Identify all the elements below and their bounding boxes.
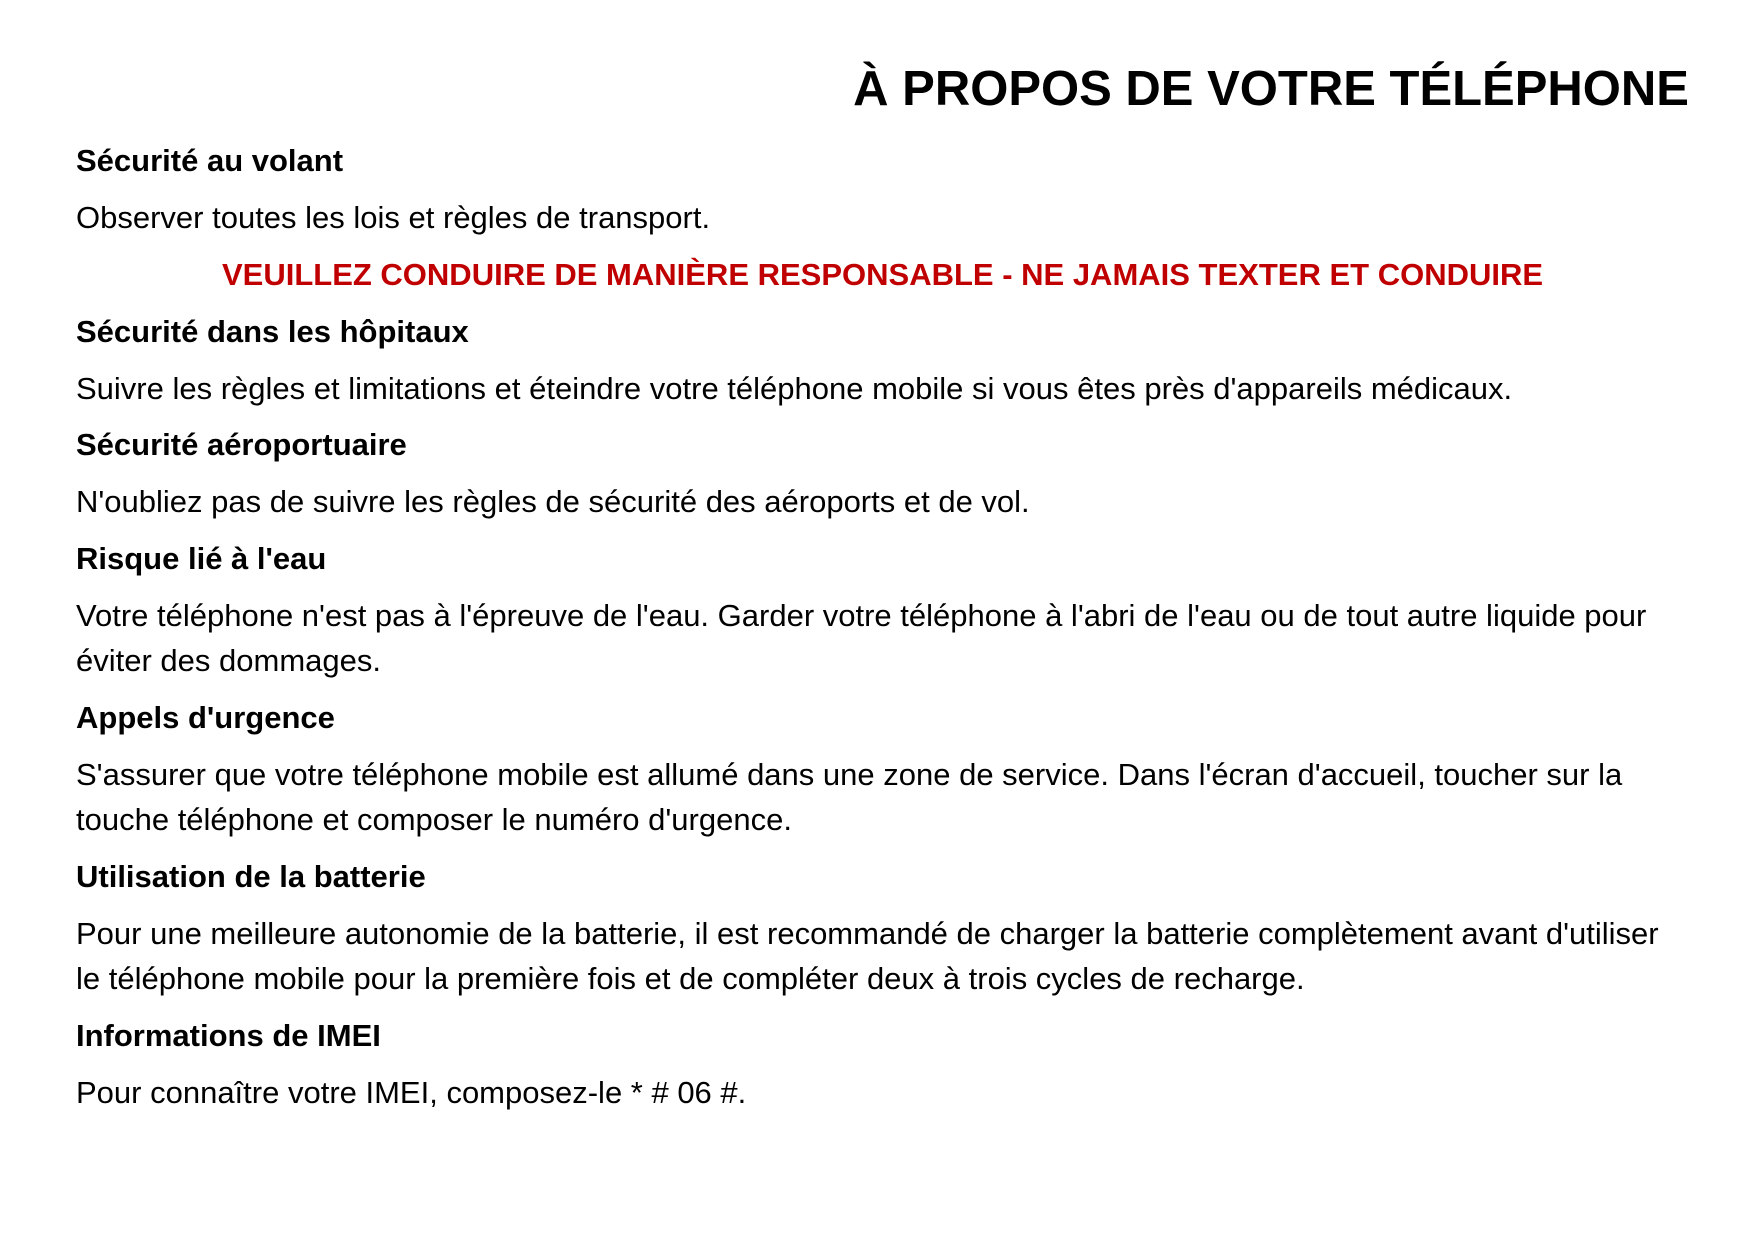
section-heading: Sécurité au volant: [76, 143, 344, 178]
section-body: Votre téléphone n'est pas à l'épreuve de l'eau. Garder votre téléphone à l'abri de l'eau ou de tout autre liquide pour éviter des dommages.: [76, 597, 1647, 678]
section-body: Suivre les règles et limitations et éteindre votre téléphone mobile si vous êtes près d'appareils médicaux.: [76, 370, 1513, 406]
page-title: À PROPOS DE VOTRE TÉLÉPHONE: [853, 62, 1689, 116]
section-body: Pour connaître votre IMEI, composez-le * # 06 #.: [76, 1074, 747, 1110]
section-airport-safety: [76, 416, 1689, 530]
section-heading: Sécurité dans les hôpitaux: [76, 313, 469, 349]
section-heading: Informations de IMEI: [76, 1017, 381, 1053]
section-water-risk: [76, 530, 1689, 689]
section-body: Observer toutes les lois et règles de transport.: [76, 200, 711, 235]
section-heading: Appels d'urgence: [76, 699, 335, 735]
section-battery-usage: [76, 848, 1689, 1007]
section-heading: Risque lié à l'eau: [76, 540, 327, 576]
section-hospital-safety: [76, 303, 1689, 417]
section-heading: Utilisation de la batterie: [76, 858, 426, 894]
section-emergency-calls: [76, 689, 1689, 848]
section-body: Pour une meilleure autonomie de la batterie, il est recommandé de charger la batterie complètement avant d'utiliser le téléphone mobile pour la première fois et de compléter deux à trois cycles de recharge.: [76, 915, 1659, 996]
section-imei-info: [76, 1007, 1689, 1121]
section-body: N'oubliez pas de suivre les règles de sécurité des aéroports et de vol.: [76, 484, 1030, 519]
section-heading: Sécurité aéroportuaire: [76, 427, 407, 462]
document-content: [76, 132, 1689, 1120]
section-driving-safety: [76, 132, 1689, 303]
section-body: S'assurer que votre téléphone mobile est allumé dans une zone de service. Dans l'écran d'accueil, toucher sur la touche téléphone et composer le numéro d'urgence.: [76, 756, 1623, 837]
driving-warning: VEUILLEZ CONDUIRE DE MANIÈRE RESPONSABLE - NE JAMAIS TEXTER ET CONDUIRE: [221, 256, 1544, 292]
